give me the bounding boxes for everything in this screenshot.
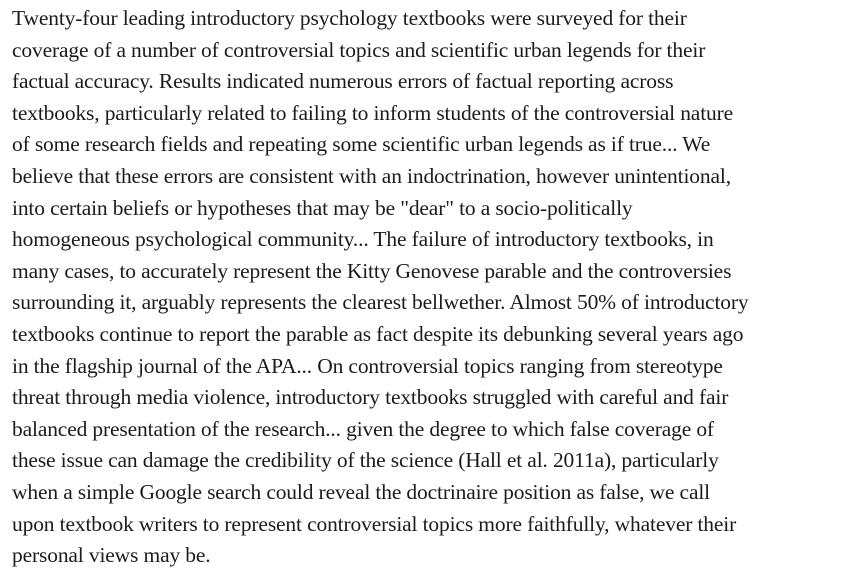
- paragraph-line-9: many cases, to accurately represent the Kitty Genovese parable and the controversies: [12, 258, 732, 283]
- paragraph-line-7: into certain beliefs or hypotheses that may be "dear" to a socio-politically: [12, 195, 633, 220]
- paragraph-line-5: of some research fields and repeating some scientific urban legends as if true... We: [12, 132, 711, 157]
- paragraph-line-2: coverage of a number of controversial topics and scientific urban legends for their: [12, 37, 706, 62]
- paragraph-line-12: in the flagship journal of the APA... On controversial topics ranging from stereotype: [12, 353, 723, 378]
- paragraph-line-10: surrounding it, arguably represents the clearest bellwether. Almost 50% of introductory: [12, 290, 749, 315]
- paragraph-line-6: believe that these errors are consistent with an indoctrination, however unintentional,: [12, 163, 731, 188]
- paragraph-line-13: threat through media violence, introductory textbooks struggled with careful and fair: [12, 385, 729, 410]
- paragraph-line-14: balanced presentation of the research... given the degree to which false coverage of: [12, 416, 714, 441]
- paragraph-line-4: textbooks, particularly related to failing to inform students of the controversial nature: [12, 100, 734, 125]
- paragraph-line-15: these issue can damage the credibility of the science (Hall et al. 2011a), particularly: [12, 448, 719, 473]
- paragraph-line-18: personal views may be.: [12, 543, 211, 568]
- paragraph-line-3: factual accuracy. Results indicated numerous errors of factual reporting across: [12, 69, 674, 94]
- paragraph-line-11: textbooks continue to report the parable as fact despite its debunking several years ago: [12, 321, 744, 346]
- paragraph-line-1: Twenty-four leading introductory psychology textbooks were surveyed for their: [12, 6, 687, 30]
- paragraph-line-8: homogeneous psychological community... The failure of introductory textbooks, in: [12, 227, 714, 252]
- paragraph-line-17: upon textbook writers to represent controversial topics more faithfully, whatever their: [12, 511, 737, 536]
- paragraph-line-16: when a simple Google search could reveal the doctrinaire position as false, we call: [12, 479, 710, 504]
- quoted-abstract-paragraph: [12, 3, 860, 572]
